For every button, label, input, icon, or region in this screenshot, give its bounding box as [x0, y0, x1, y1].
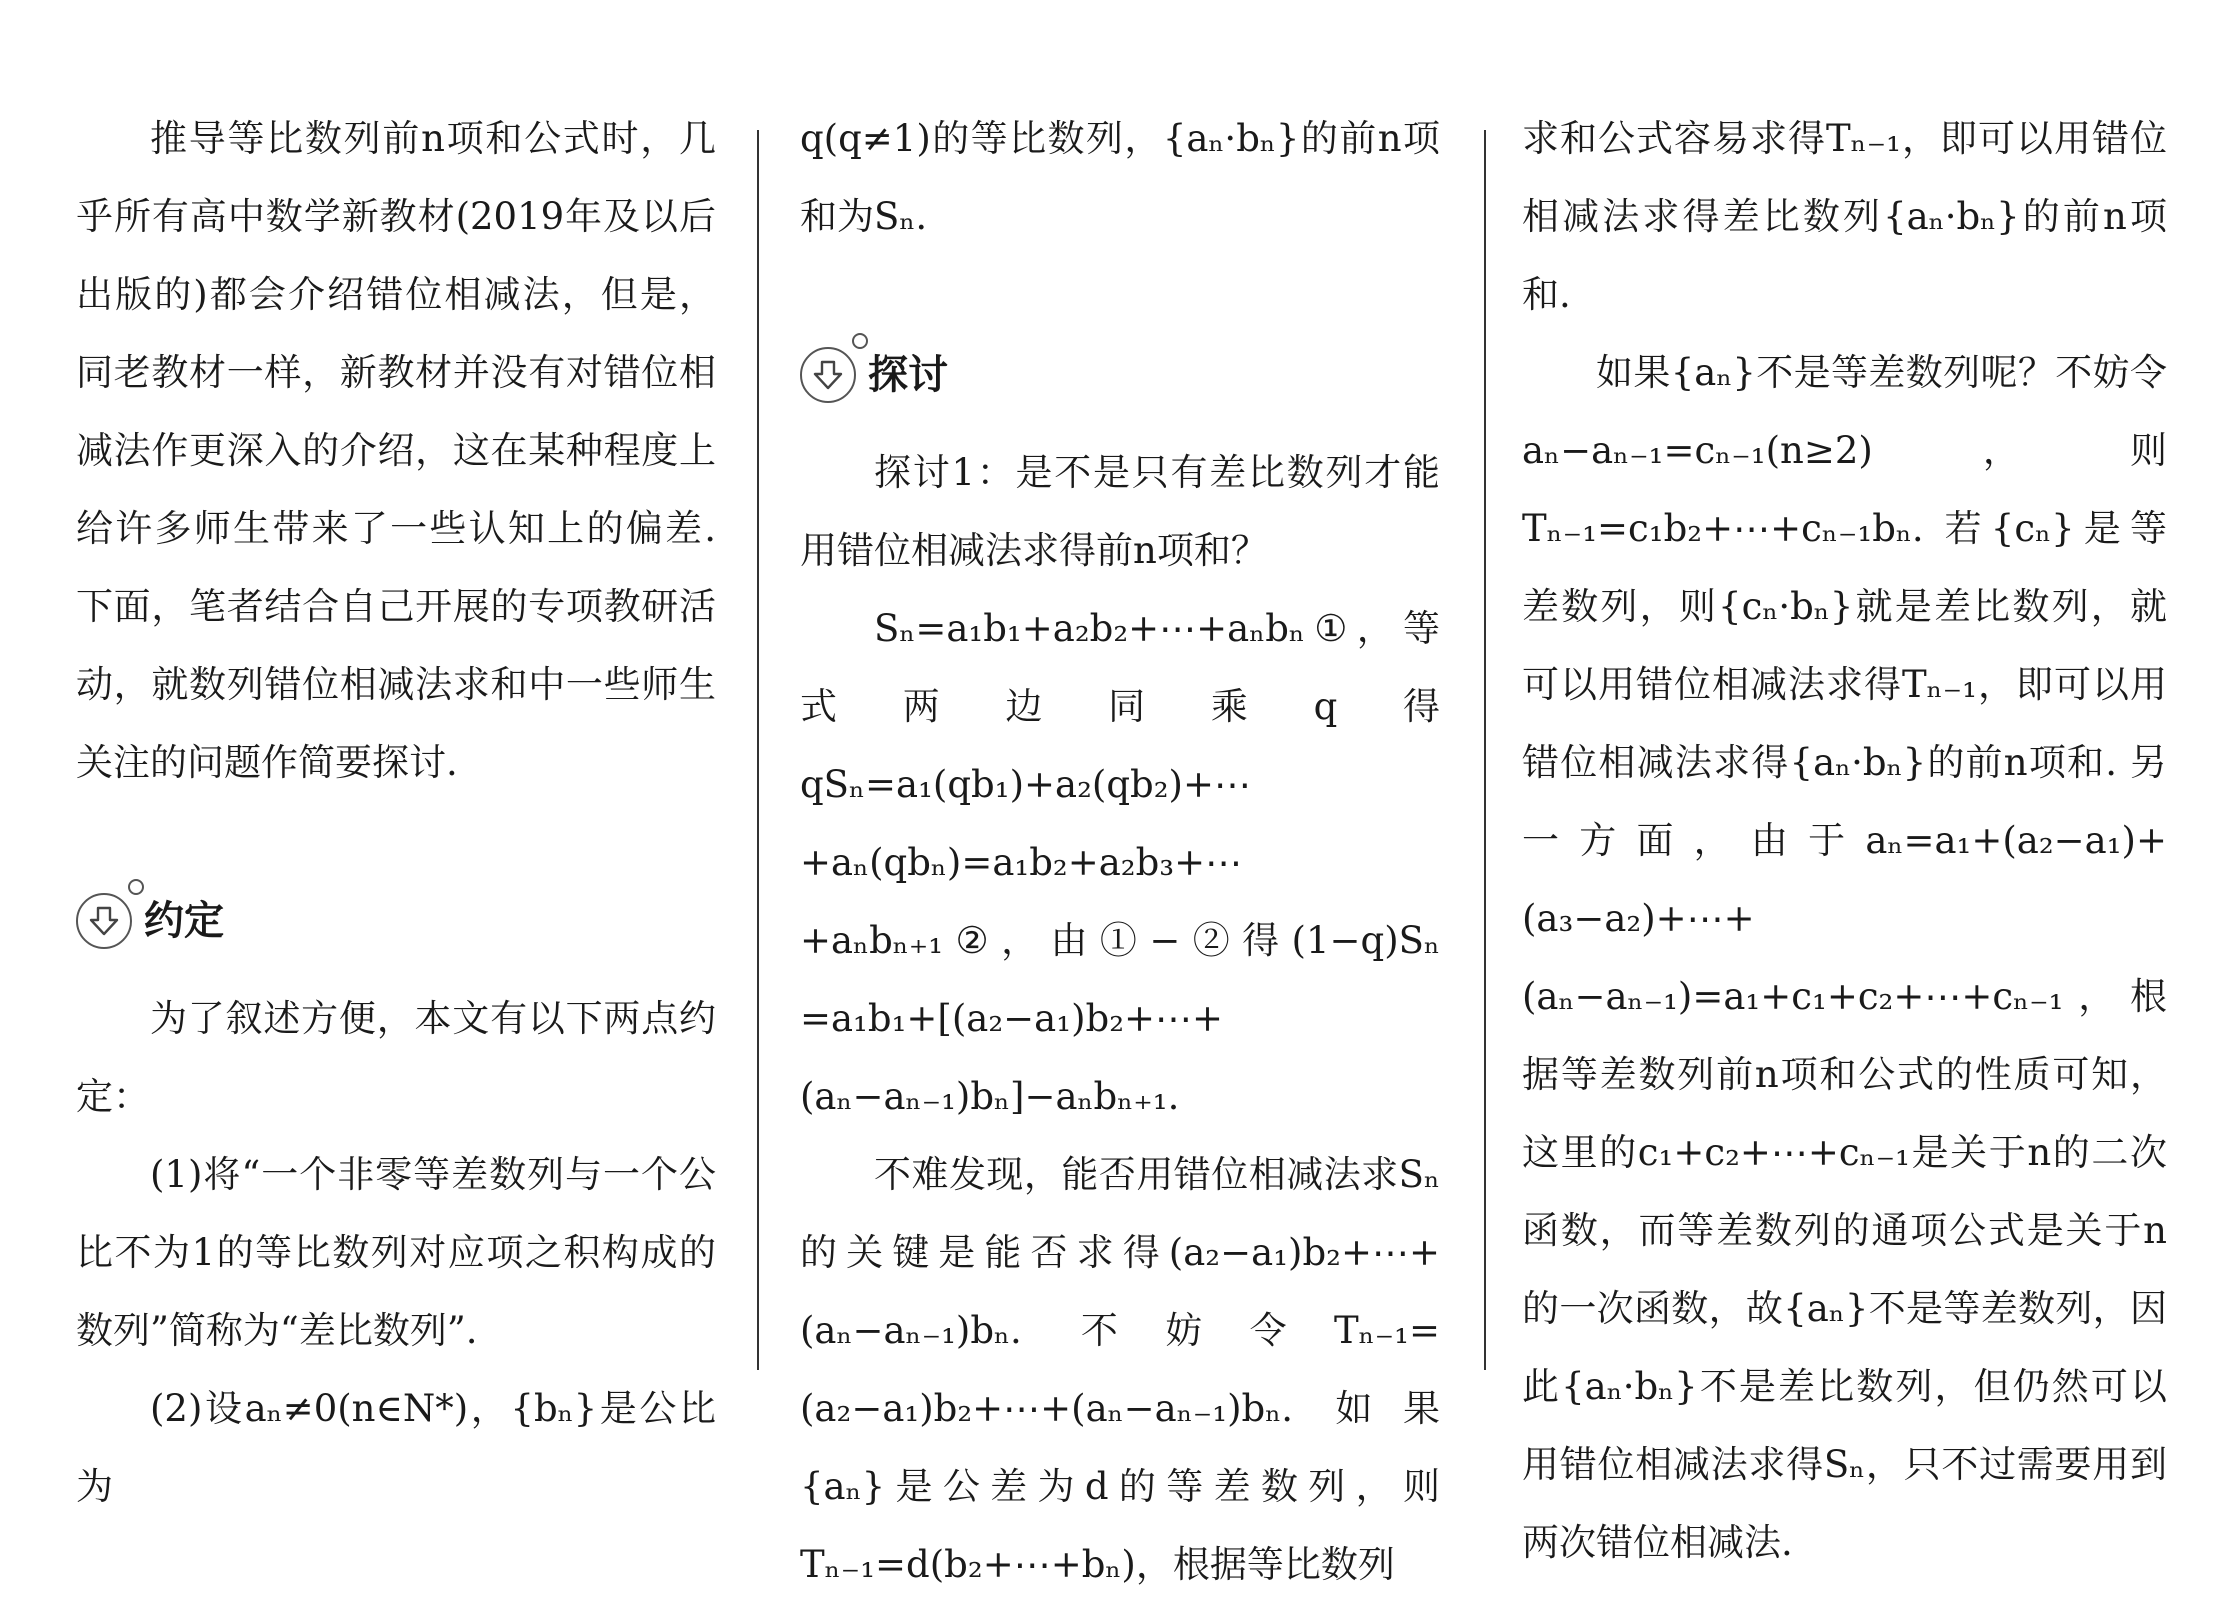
discussion-question: 探讨1：是不是只有差比数列才能用错位相减法求得前n项和？ [800, 451, 1440, 572]
continuation-paragraph: 求和公式容易求得Tₙ₋₁，即可以用错位相减法求得差比数列{aₙ·bₙ}的前n项和. [1522, 117, 2167, 316]
down-arrow-icon [76, 893, 132, 949]
intro-paragraph: 推导等比数列前n项和公式时，几乎所有高中数学新教材(2019年及以后出版的)都会介绍错位相减法，但是，同老教材一样，新教材并没有对错位相减法作更深入的介绍，这在某种程度上给许多师生带来了一些认知上的偏差. 下面，笔者结合自己开展的专项教研活动，就数列错位相减法求和中一些师生关注的问题作简要探讨. [76, 117, 716, 784]
column-divider [757, 130, 759, 1370]
analysis-paragraph: 不难发现，能否用错位相减法求Sₙ的关键是能否求得(a₂−a₁)b₂+⋯+(aₙ−aₙ₋₁)bₙ. 不妨令Tₙ₋₁=(a₂−a₁)b₂+⋯+(aₙ−aₙ₋₁)bₙ. 如果{aₙ}是公差为d的等差数列，则Tₙ₋₁=d(b₂+⋯+bₙ)，根据等比数列 [800, 1153, 1440, 1586]
convention-paragraph: 为了叙述方便，本文有以下两点约定： [76, 997, 716, 1118]
derivation-paragraph: Sₙ=a₁b₁+a₂b₂+⋯+aₙbₙ①，等式两边同乘q得qSₙ=a₁(qb₁)+a₂(qb₂)+⋯+aₙ(qbₙ)=a₁b₂+a₂b₃+⋯+aₙbₙ₊₁②，由①−②得(1−q)Sₙ =a₁b₁+[(a₂−a₁)b₂+⋯+(aₙ−aₙ₋₁)bₙ]−aₙbₙ₊₁. [800, 607, 1440, 1118]
column-divider [1484, 130, 1486, 1370]
heading-text: 约定 [144, 898, 224, 944]
analysis-paragraph: 如果{aₙ}不是等差数列呢？不妨令aₙ−aₙ₋₁=cₙ₋₁(n≥2)，则Tₙ₋₁=c₁b₂+⋯+cₙ₋₁bₙ. 若{cₙ}是等差数列，则{cₙ·bₙ}就是差比数列，就可以用错位相减法求得Tₙ₋₁，即可以用错位相减法求得{aₙ·bₙ}的前n项和. 另一方面，由于aₙ=a₁+(a₂−a₁)+(a₃−a₂)+⋯+(aₙ−aₙ₋₁)=a₁+c₁+c₂+⋯+cₙ₋₁，根据等差数列前n项和公式的性质可知，这里的c₁+c₂+⋯+cₙ₋₁是关于n的二次函数，而等差数列的通项公式是关于n的一次函数，故{aₙ}不是等差数列，因此{aₙ·bₙ}不是差比数列，但仍然可以用错位相减法求得Sₙ，只不过需要用到两次错位相减法. [1522, 351, 2167, 1564]
section-heading-discussion [800, 336, 1440, 414]
convention-item-1: (1)将“一个非零等差数列与一个公比不为1的等比数列对应项之积构成的数列”简称为“差比数列”. [76, 1153, 716, 1352]
heading-text: 探讨 [868, 352, 948, 398]
column-left [76, 100, 716, 1526]
section-heading-convention [76, 882, 716, 960]
down-arrow-icon [800, 347, 856, 403]
convention-item-2: (2)设aₙ≠0(n∈N*)，{bₙ}是公比为 [76, 1387, 716, 1508]
column-right [1522, 100, 2167, 1582]
column-middle [800, 100, 1440, 1604]
continuation-paragraph: q(q≠1)的等比数列，{aₙ·bₙ}的前n项和为Sₙ. [800, 117, 1440, 238]
